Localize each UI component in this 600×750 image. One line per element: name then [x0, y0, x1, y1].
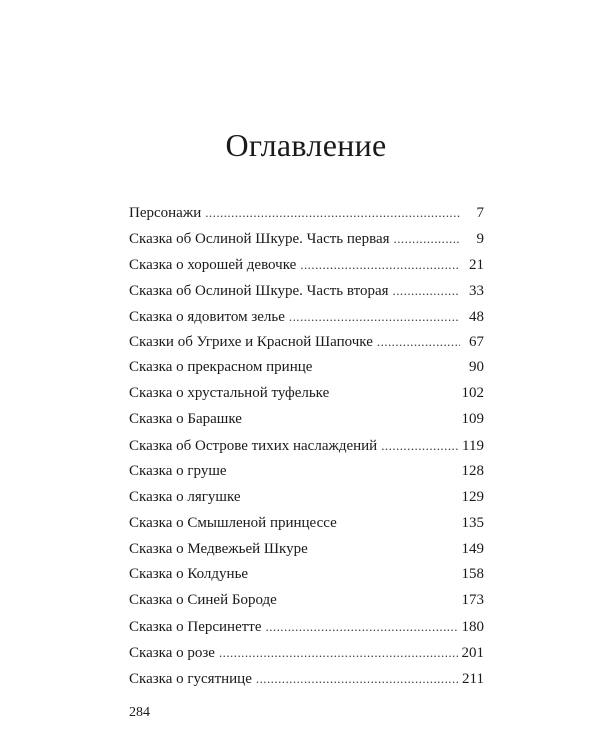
toc-leader-dots	[300, 252, 460, 279]
toc-entry-page: 67	[469, 334, 484, 351]
toc-entry	[129, 252, 484, 278]
toc-entry-title: Сказка о хрустальной туфельке	[129, 385, 330, 402]
toc-entry-page: 158	[461, 566, 484, 583]
toc-entry-title: Сказка об Острове тихих наслаждений	[129, 438, 378, 455]
toc-entry-title: Сказка об Ослиной Шкуре. Часть вторая	[129, 282, 389, 299]
toc-entry-page: 90	[469, 359, 484, 376]
toc-entry	[129, 226, 484, 252]
toc-entry-page: 149	[461, 540, 484, 557]
toc-entry-title: Сказка о Синей Бороде	[129, 592, 277, 609]
toc-entry-title: Сказка о Персинетте	[129, 619, 262, 636]
toc-entry-page: 173	[461, 592, 484, 609]
toc-entry	[129, 562, 484, 588]
toc-entry-page: 128	[461, 462, 484, 479]
toc-entry-page: 201	[461, 645, 484, 662]
toc-entry	[129, 304, 484, 330]
toc-entry	[129, 537, 484, 563]
page-number: 284	[129, 705, 150, 720]
toc-entry-title: Сказка о груше	[129, 462, 227, 479]
toc-entry	[129, 407, 484, 433]
toc-leader-dots	[381, 433, 458, 460]
toc-entry-title: Сказка о Барашке	[129, 411, 242, 428]
toc-entry-title: Сказка о прекрасном принце	[129, 359, 313, 376]
toc-entry-page: 9	[476, 230, 484, 247]
toc-entry-page: 48	[469, 308, 484, 325]
page-title: Оглавление	[225, 127, 387, 163]
toc-entry-page: 109	[461, 411, 484, 428]
toc-entry	[129, 666, 484, 692]
toc-leader-dots	[377, 329, 460, 356]
toc-entry-title: Сказка о гусятнице	[129, 671, 252, 688]
toc-entry	[129, 640, 484, 666]
toc-entry	[129, 459, 484, 485]
toc-leader-dots	[289, 304, 460, 331]
toc-entry	[129, 329, 484, 355]
toc-entry-page: 211	[462, 671, 484, 688]
toc-entry	[129, 381, 484, 407]
toc-leader-dots	[205, 200, 460, 227]
toc-leader-dots	[393, 278, 460, 305]
toc-entry	[129, 485, 484, 511]
toc-entry-page: 21	[469, 256, 484, 273]
toc-entry-page: 180	[461, 619, 484, 636]
toc-entry	[129, 614, 484, 640]
table-of-contents	[129, 200, 484, 692]
toc-entry-page: 135	[461, 514, 484, 531]
toc-entry-title: Сказка о лягушке	[129, 488, 241, 505]
toc-entry	[129, 278, 484, 304]
toc-entry-page: 129	[461, 488, 484, 505]
toc-entry	[129, 200, 484, 226]
toc-entry-title: Сказка об Ослиной Шкуре. Часть первая	[129, 230, 390, 247]
toc-entry-page: 119	[462, 438, 484, 455]
toc-entry	[129, 588, 484, 614]
toc-entry-title: Сказки об Угрихе и Красной Шапочке	[129, 334, 373, 351]
toc-entry-title: Сказка о Колдунье	[129, 566, 249, 583]
toc-entry	[129, 511, 484, 537]
toc-leader-dots	[266, 614, 458, 641]
toc-entry-title: Сказка о Смышленой принцессе	[129, 514, 337, 531]
toc-leader-dots	[394, 226, 460, 253]
toc-entry-title: Сказка о ядовитом зелье	[129, 308, 285, 325]
toc-entry-page: 7	[476, 205, 484, 221]
toc-entry-title: Сказка о Медвежьей Шкуре	[129, 540, 308, 557]
toc-leader-dots	[219, 640, 458, 667]
toc-entry-page: 102	[461, 385, 484, 402]
toc-entry	[129, 355, 484, 381]
toc-leader-dots	[256, 666, 458, 693]
toc-entry-title: Сказка о розе	[129, 645, 215, 662]
toc-entry-page: 33	[469, 282, 484, 299]
toc-entry-title: Сказка о хорошей девочке	[129, 256, 297, 273]
toc-entry-title: Персонажи	[129, 205, 202, 221]
toc-entry	[129, 433, 484, 459]
